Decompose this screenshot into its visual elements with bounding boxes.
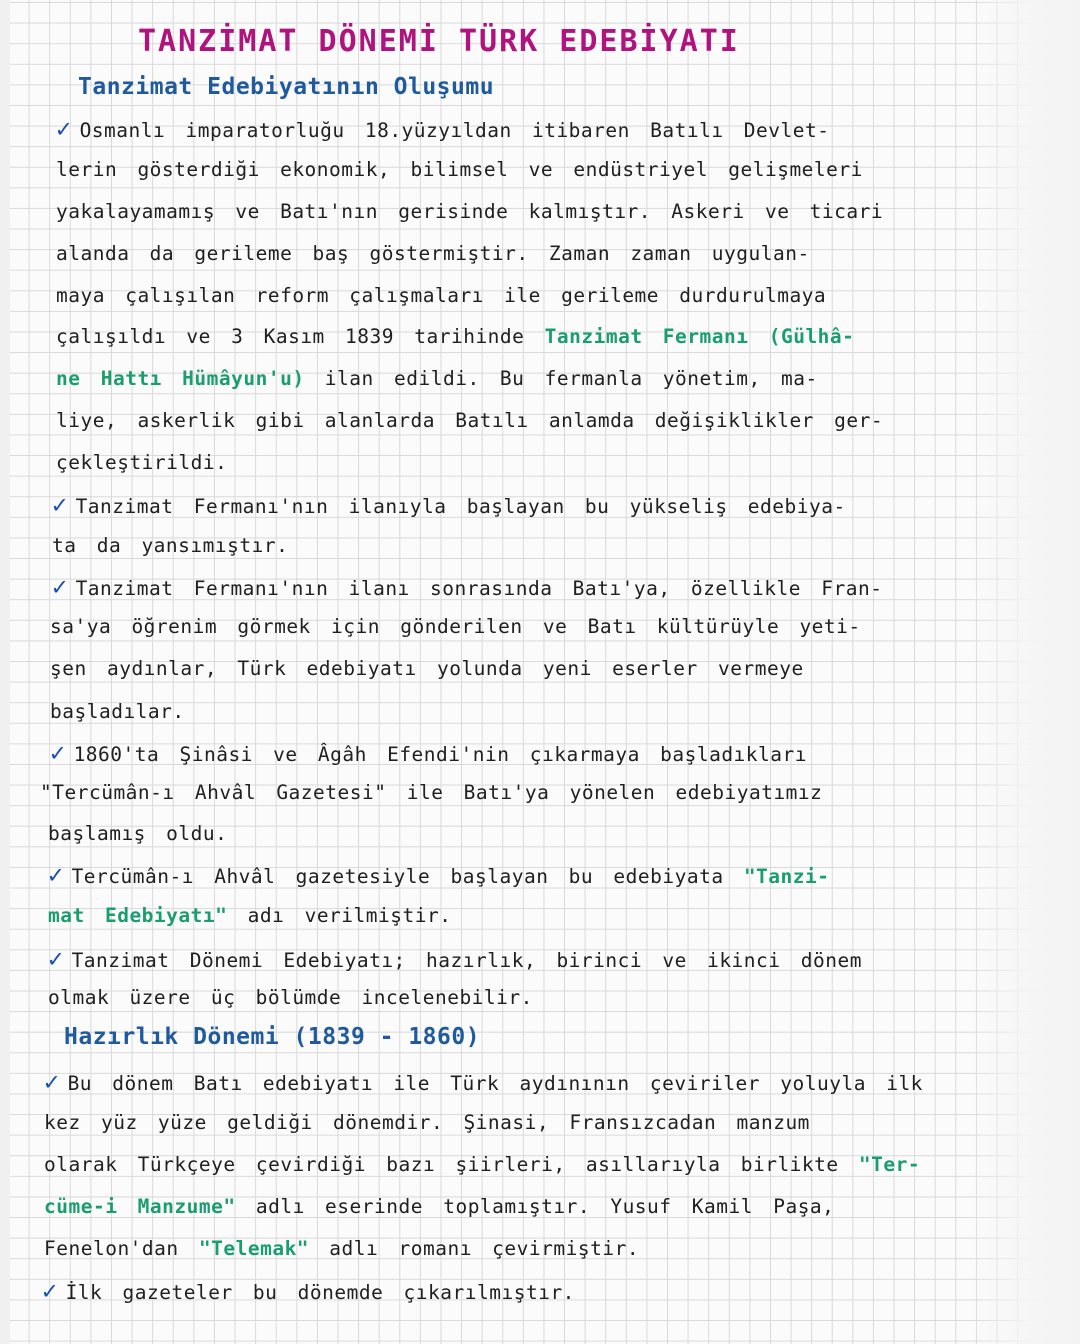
- text-line: başlamış oldu.: [48, 822, 228, 845]
- text-line: "Tercümân-ı Ahvâl Gazetesi" ile Batı'ya yönelen edebiyatımız: [40, 781, 823, 804]
- text-line: [56, 114, 829, 143]
- section-heading-formation: Tanzimat Edebiyatının Oluşumu: [78, 74, 495, 100]
- check-icon: ✓: [52, 490, 68, 519]
- text-line: [44, 1067, 923, 1096]
- page-edge: [0, 0, 10, 1344]
- highlight-term: Tanzimat Fermanı (Gülhâ-: [544, 325, 855, 348]
- text-span: çalışıldı ve 3 Kasım 1839 tarihinde: [56, 325, 545, 348]
- text-line: [48, 904, 451, 927]
- text-span: olarak Türkçeye çevirdiği bazı şiirleri, asıllarıyla birlikte: [44, 1153, 859, 1176]
- check-icon: ✓: [42, 1276, 58, 1305]
- text-line: [56, 367, 818, 390]
- text-line: maya çalışılan reform çalışmaları ile gerileme durdurulmaya: [56, 284, 827, 307]
- text-line: başladılar.: [50, 700, 185, 723]
- text-line: [44, 1153, 920, 1176]
- text-line: ta da yansımıştır.: [52, 534, 289, 557]
- highlight-term: mat Edebiyatı": [48, 904, 228, 927]
- text-line: [42, 1276, 575, 1305]
- check-icon: ✓: [56, 114, 72, 143]
- page-title: TANZİMAT DÖNEMİ TÜRK EDEBİYATI: [138, 24, 740, 59]
- highlight-term: "Telemak": [198, 1237, 310, 1260]
- text-line: kez yüz yüze geldiği dönemdir. Şinasi, Fransızcadan manzum: [44, 1111, 810, 1134]
- text-line: [48, 860, 830, 889]
- text-line: [52, 572, 882, 601]
- text-line: olmak üzere üç bölümde incelenebilir.: [48, 986, 533, 1009]
- text-span: Fenelon'dan: [44, 1237, 199, 1260]
- text-span: Tanzimat Dönemi Edebiyatı; hazırlık, birinci ve ikinci dönem: [71, 949, 862, 972]
- highlight-term: "Tanzi-: [743, 865, 830, 888]
- text-span: ilan edildi. Bu fermanla yönetim, ma-: [304, 367, 818, 390]
- check-icon: ✓: [48, 860, 64, 889]
- text-line: çekleştirildi.: [56, 451, 228, 474]
- text-line: şen aydınlar, Türk edebiyatı yolunda yeni eserler vermeye: [50, 657, 804, 680]
- text-line: [50, 738, 807, 767]
- text-line: liye, askerlik gibi alanlarda Batılı anlamda değişiklikler ger-: [56, 409, 884, 432]
- text-line: sa'ya öğrenim görmek için gönderilen ve Batı kültürüyle yeti-: [50, 615, 861, 638]
- check-icon: ✓: [48, 944, 64, 973]
- text-line: lerin gösterdiği ekonomik, bilimsel ve endüstriyel gelişmeleri: [56, 158, 863, 181]
- text-line: yakalayamamış ve Batı'nın gerisinde kalmıştır. Askeri ve ticari: [56, 200, 884, 223]
- text-span: adı verilmiştir.: [227, 904, 452, 927]
- check-icon: ✓: [44, 1067, 60, 1096]
- highlight-term: ne Hattı Hümâyun'u): [56, 367, 305, 390]
- text-span: adlı romanı çevirmiştir.: [309, 1237, 640, 1260]
- text-line: [48, 944, 862, 973]
- page-shadow: [970, 0, 1080, 1344]
- text-span: adlı eserinde toplamıştır. Yusuf Kamil Paşa,: [235, 1195, 835, 1218]
- text-span: Bu dönem Batı edebiyatı ile Türk aydınının çeviriler yoluyla ilk: [67, 1072, 923, 1095]
- text-span: Tanzimat Fermanı'nın ilanı sonrasında Batı'ya, özellikle Fran-: [75, 577, 883, 600]
- check-icon: ✓: [50, 738, 66, 767]
- text-span: 1860'ta Şinâsi ve Âgâh Efendi'nin çıkarmaya başladıkları: [73, 743, 808, 766]
- text-line: [56, 325, 854, 348]
- text-line: [52, 490, 846, 519]
- section-heading-preparation: Hazırlık Dönemi (1839 - 1860): [64, 1024, 481, 1050]
- text-line: [44, 1237, 639, 1260]
- text-span: Osmanlı imparatorluğu 18.yüzyıldan itibaren Batılı Devlet-: [79, 119, 830, 142]
- text-span: Tercümân-ı Ahvâl gazetesiyle başlayan bu edebiyata: [71, 865, 744, 888]
- text-line: alanda da gerileme baş göstermiştir. Zaman zaman uygulan-: [56, 242, 810, 265]
- highlight-term: "Ter-: [858, 1153, 921, 1176]
- text-span: İlk gazeteler bu dönemde çıkarılmıştır.: [65, 1281, 575, 1304]
- text-span: Tanzimat Fermanı'nın ilanıyla başlayan bu yükseliş edebiya-: [75, 495, 846, 518]
- highlight-term: cüme-i Manzume": [44, 1195, 236, 1218]
- check-icon: ✓: [52, 572, 68, 601]
- text-line: [44, 1195, 834, 1218]
